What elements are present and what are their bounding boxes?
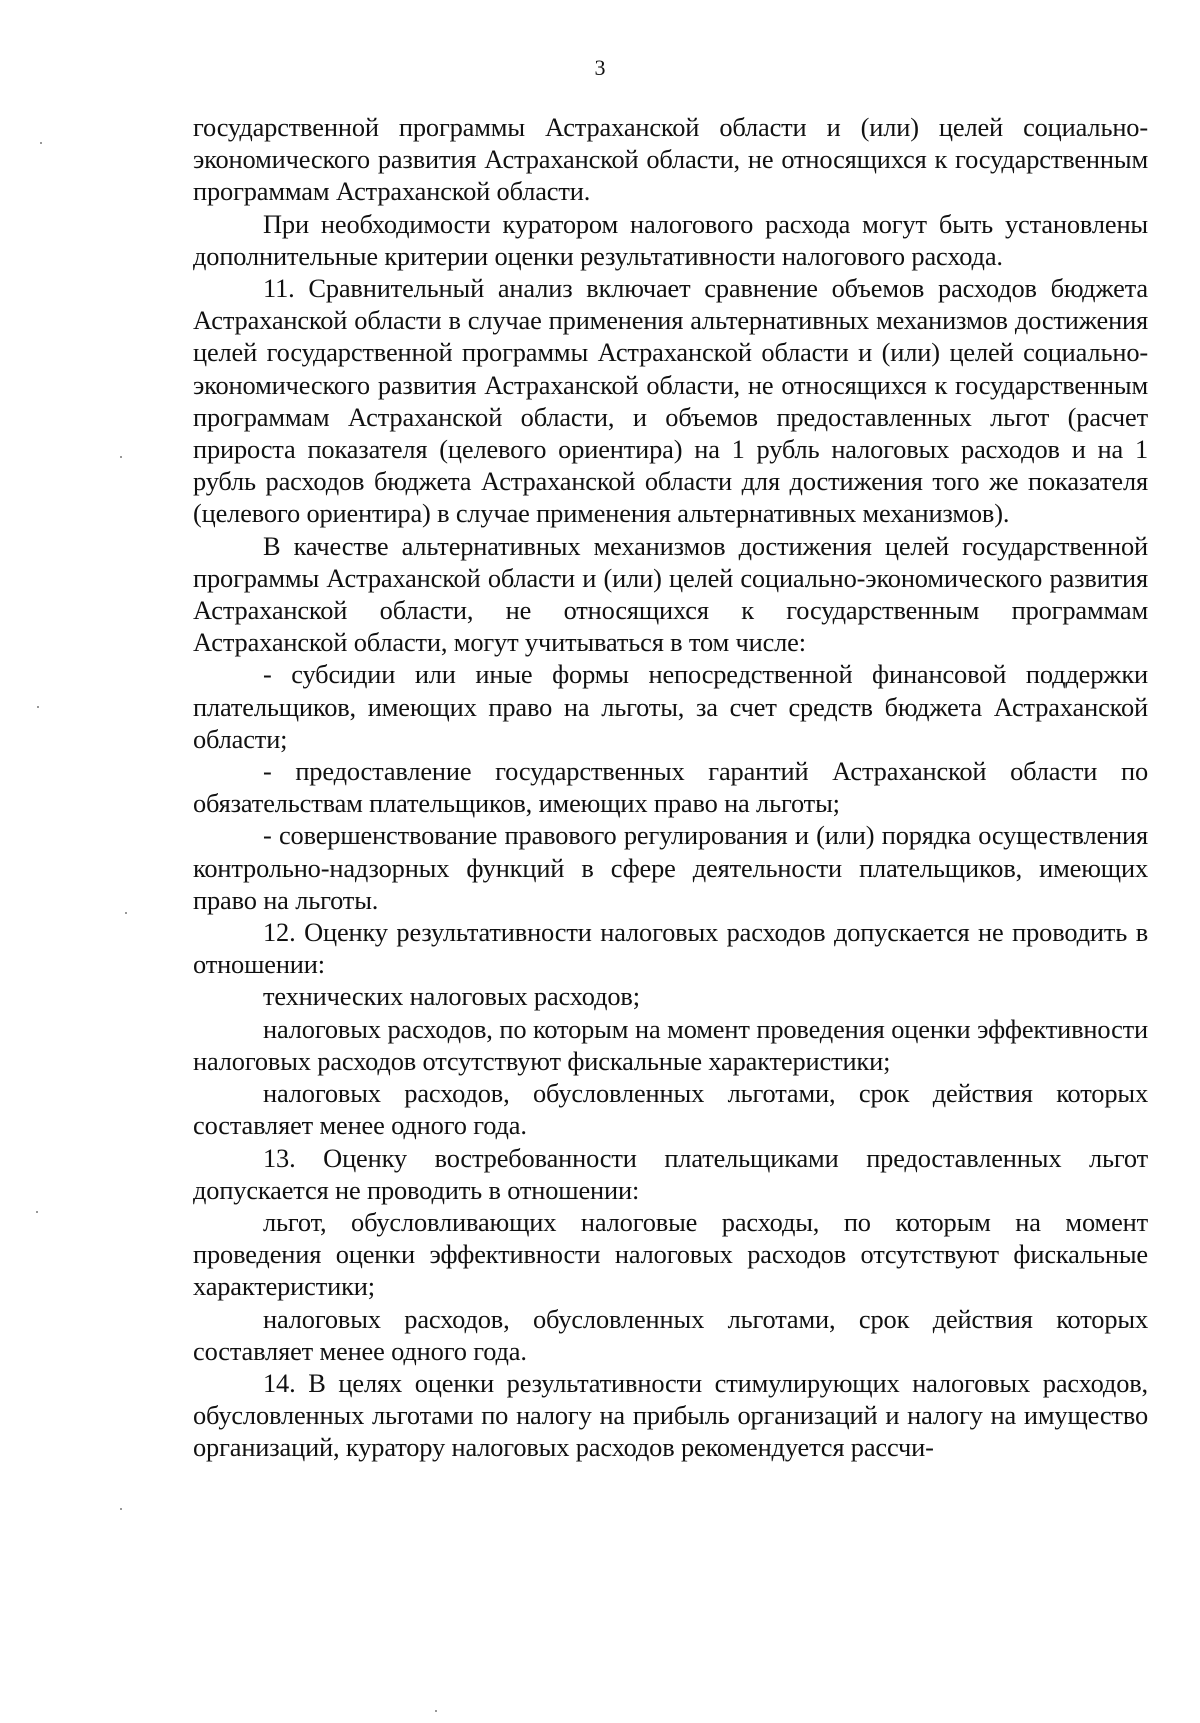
scan-speck — [37, 706, 39, 708]
scan-speck — [125, 912, 127, 914]
list-item-short-term-2: налоговых расходов, обусловленных льготами, срок действия которых составляет менее одного года. — [193, 1303, 1148, 1366]
list-item-no-fiscal: налоговых расходов, по которым на момент проведения оценки эффективности налоговых расходов отсутствуют фискальные характеристики; — [193, 1013, 1148, 1076]
paragraph-item-11: 11. Сравнительный анализ включает сравнение объемов расходов бюджета Астраханской области в случае применения альтернативных механизмов достижения целей государственной программы Астраханской области и (или) целей социально-экономического развития Астраханской области, не относящихся к государственным программам Астраханской области, и объемов предоставленных льгот (расчет прироста показателя (целевого ориентира) на 1 рубль налоговых расходов и на 1 рубль расходов бюджета Астраханской области для достижения того же показателя (целевого ориентира) в случае применения альтернативных механизмов). — [193, 273, 1148, 529]
list-item-guarantees: - предоставление государственных гарантий Астраханской области по обязательствам плательщиков, имеющих право на льготы; — [193, 756, 1148, 819]
paragraph-item-13: 13. Оценку востребованности плательщиками предоставленных льгот допускается не проводить в отношении: — [193, 1142, 1148, 1205]
paragraph-item-12: 12. Оценку результативности налоговых расходов допускается не проводить в отношении: — [193, 917, 1148, 980]
scan-speck — [120, 1508, 122, 1510]
list-item-benefits-no-fiscal: льгот, обусловливающих налоговые расходы, по которым на момент проведения оценки эффективности налоговых расходов отсутствуют фискальные характеристики; — [193, 1206, 1148, 1302]
list-item-subsidies: - субсидии или иные формы непосредственной финансовой поддержки плательщиков, имеющих право на льготы, за счет средств бюджета Астраханской области; — [193, 659, 1148, 754]
list-item-regulation: - совершенствование правового регулирования и (или) порядка осуществления контрольно-надзорных функций в сфере деятельности плательщиков, имеющих право на льготы. — [193, 820, 1148, 915]
scan-speck — [120, 456, 122, 458]
paragraph-alternative-mechanisms: В качестве альтернативных механизмов достижения целей государственной программы Астраханской области и (или) целей социально-экономического развития Астраханской области, не относящихся к государственным программам Астраханской области, могут учитываться в том числе: — [193, 530, 1148, 658]
paragraph-item-14: 14. В целях оценки результативности стимулирующих налоговых расходов, обусловленных льготами по налогу на прибыль организаций и налогу на имущество организаций, куратору налоговых расходов рекомендуется рассчи- — [193, 1367, 1148, 1463]
scan-speck — [435, 1710, 437, 1712]
paragraph-additional-criteria: При необходимости куратором налогового расхода могут быть установлены дополнительные критерии оценки результативности налогового расхода. — [193, 208, 1148, 271]
document-body — [193, 111, 1148, 1464]
list-item-short-term: налоговых расходов, обусловленных льготами, срок действия которых составляет менее одного года. — [193, 1078, 1148, 1141]
list-item-technical: технических налоговых расходов; — [263, 981, 640, 1012]
scan-speck — [36, 1211, 38, 1213]
scan-speck — [40, 142, 42, 144]
page-number: 3 — [594, 55, 606, 80]
paragraph-continuation: государственной программы Астраханской области и (или) целей социально-экономического развития Астраханской области, не относящихся к государственным программам Астраханской области. — [193, 112, 1148, 207]
